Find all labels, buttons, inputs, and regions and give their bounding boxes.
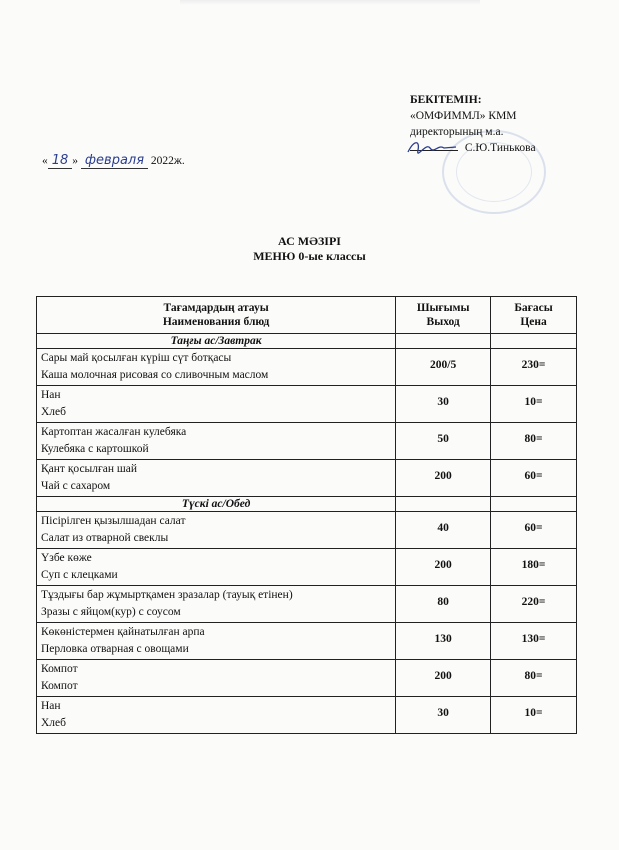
table-row xyxy=(37,512,577,549)
approval-org: «ОМФИММЛ» КММ xyxy=(410,110,517,122)
signature xyxy=(410,150,458,151)
dish-name-ru: Хлеб xyxy=(41,717,66,729)
approval-signature-row xyxy=(410,140,536,156)
dish-output-value: 50 xyxy=(437,432,449,445)
dish-name-kz: Үзбе көже xyxy=(41,552,92,564)
dish-name-cell xyxy=(37,460,396,497)
section-empty-cell xyxy=(491,334,577,349)
dish-name-cell xyxy=(37,660,396,697)
header-price xyxy=(491,297,577,334)
table-row xyxy=(37,460,577,497)
dish-price-value: 180= xyxy=(521,558,546,571)
dish-name-ru: Компот xyxy=(41,680,78,692)
table-header-row xyxy=(37,297,577,334)
table-row xyxy=(37,660,577,697)
dish-price xyxy=(491,423,577,460)
approver-name: С.Ю.Тинькова xyxy=(464,142,536,154)
dish-name-kz: Нан xyxy=(41,389,61,401)
dish-price-value: 130= xyxy=(521,632,546,645)
dish-name-ru: Суп с клецками xyxy=(41,569,118,581)
title-kz: АС МӘЗІРІ xyxy=(278,234,341,248)
menu-table-body xyxy=(37,334,577,734)
dish-name-kz: Сары май қосылған күріш сүт ботқасы xyxy=(41,352,232,364)
header-output-ru: Выход xyxy=(426,316,460,328)
header-output-kz: Шығымы xyxy=(416,302,470,314)
approval-position: директорының м.а. xyxy=(410,126,504,138)
dish-name-cell xyxy=(37,697,396,734)
dish-output xyxy=(396,460,491,497)
header-price-kz: Бағасы xyxy=(514,302,553,314)
section-label: Түскі ас/Обед xyxy=(37,497,396,512)
header-name-ru: Наименования блюд xyxy=(162,316,270,328)
dish-price xyxy=(491,349,577,386)
document-date xyxy=(42,153,185,168)
page-title xyxy=(0,234,619,264)
dish-price xyxy=(491,386,577,423)
dish-output xyxy=(396,386,491,423)
dish-name-ru: Зразы с яйцом(кур) с соусом xyxy=(41,606,181,618)
dish-name-cell xyxy=(37,512,396,549)
header-name-kz: Тағамдардың атауы xyxy=(163,302,269,314)
dish-price xyxy=(491,460,577,497)
dish-output-value: 80 xyxy=(437,595,449,608)
dish-name-ru: Салат из отварной свеклы xyxy=(41,532,169,544)
date-year: 2022ж. xyxy=(150,155,185,167)
dish-output-value: 40 xyxy=(437,521,449,534)
section-label: Таңғы ас/Завтрак xyxy=(37,334,396,349)
dish-price-value: 80= xyxy=(524,669,543,682)
dish-name-cell xyxy=(37,349,396,386)
dish-price xyxy=(491,697,577,734)
dish-name-cell xyxy=(37,623,396,660)
dish-price-value: 10= xyxy=(524,395,543,408)
dish-name-kz: Нан xyxy=(41,700,61,712)
dish-name-kz: Компот xyxy=(41,663,78,675)
dish-name-kz: Көкөністермен қайнатылған арпа xyxy=(41,626,205,638)
table-row xyxy=(37,549,577,586)
dish-price xyxy=(491,660,577,697)
dish-price-value: 230= xyxy=(521,358,546,371)
table-row xyxy=(37,386,577,423)
dish-price-value: 60= xyxy=(524,521,543,534)
section-row xyxy=(37,334,577,349)
dish-name-kz: Тұздығы бар жұмыртқамен зразалар (тауық етінен) xyxy=(41,589,293,601)
section-empty-cell xyxy=(491,497,577,512)
date-open-quote: « xyxy=(42,155,48,167)
header-name xyxy=(37,297,396,334)
section-row xyxy=(37,497,577,512)
dish-output-value: 200/5 xyxy=(430,358,457,371)
date-day: 18 xyxy=(48,153,73,169)
dish-output-value: 200 xyxy=(434,558,452,571)
dish-price-value: 60= xyxy=(524,469,543,482)
dish-price-value: 220= xyxy=(521,595,546,608)
header-price-ru: Цена xyxy=(520,316,547,328)
date-month: февраля xyxy=(81,153,148,169)
dish-output-value: 30 xyxy=(437,395,449,408)
dish-name-ru: Перловка отварная с овощами xyxy=(41,643,189,655)
dish-price-value: 10= xyxy=(524,706,543,719)
approval-heading: БЕКІТЕМІН: xyxy=(410,94,482,106)
header-output xyxy=(396,297,491,334)
dish-name-ru: Каша молочная рисовая со сливочным маслом xyxy=(41,369,269,381)
signature-scribble xyxy=(404,136,460,158)
dish-name-kz: Пісірілген қызылшадан салат xyxy=(41,515,186,527)
dish-output-value: 30 xyxy=(437,706,449,719)
table-row xyxy=(37,423,577,460)
dish-output xyxy=(396,623,491,660)
dish-name-kz: Картоптан жасалған кулебяка xyxy=(41,426,187,438)
menu-table xyxy=(36,296,577,734)
dish-price xyxy=(491,549,577,586)
approval-block xyxy=(410,92,536,156)
dish-output xyxy=(396,660,491,697)
dish-output xyxy=(396,549,491,586)
dish-price xyxy=(491,623,577,660)
dish-price-value: 80= xyxy=(524,432,543,445)
table-row xyxy=(37,349,577,386)
section-empty-cell xyxy=(396,497,491,512)
dish-price xyxy=(491,586,577,623)
dish-name-ru: Чай с сахаром xyxy=(41,480,111,492)
dish-name-cell xyxy=(37,386,396,423)
dish-output-value: 130 xyxy=(434,632,452,645)
dish-output xyxy=(396,512,491,549)
dish-output-value: 200 xyxy=(434,669,452,682)
table-row xyxy=(37,623,577,660)
table-row xyxy=(37,697,577,734)
table-row xyxy=(37,586,577,623)
dish-output xyxy=(396,586,491,623)
dish-output xyxy=(396,349,491,386)
title-ru: МЕНЮ 0-ые классы xyxy=(253,249,366,263)
dish-output xyxy=(396,423,491,460)
section-empty-cell xyxy=(396,334,491,349)
dish-name-kz: Қант қосылған шай xyxy=(41,463,137,475)
dish-output-value: 200 xyxy=(434,469,452,482)
date-close-quote: » xyxy=(72,155,79,167)
dish-name-cell xyxy=(37,586,396,623)
dish-name-ru: Кулебяка с картошкой xyxy=(41,443,149,455)
dish-name-cell xyxy=(37,423,396,460)
dish-name-cell xyxy=(37,549,396,586)
dish-name-ru: Хлеб xyxy=(41,406,66,418)
dish-price xyxy=(491,512,577,549)
scan-edge xyxy=(180,0,480,5)
dish-output xyxy=(396,697,491,734)
